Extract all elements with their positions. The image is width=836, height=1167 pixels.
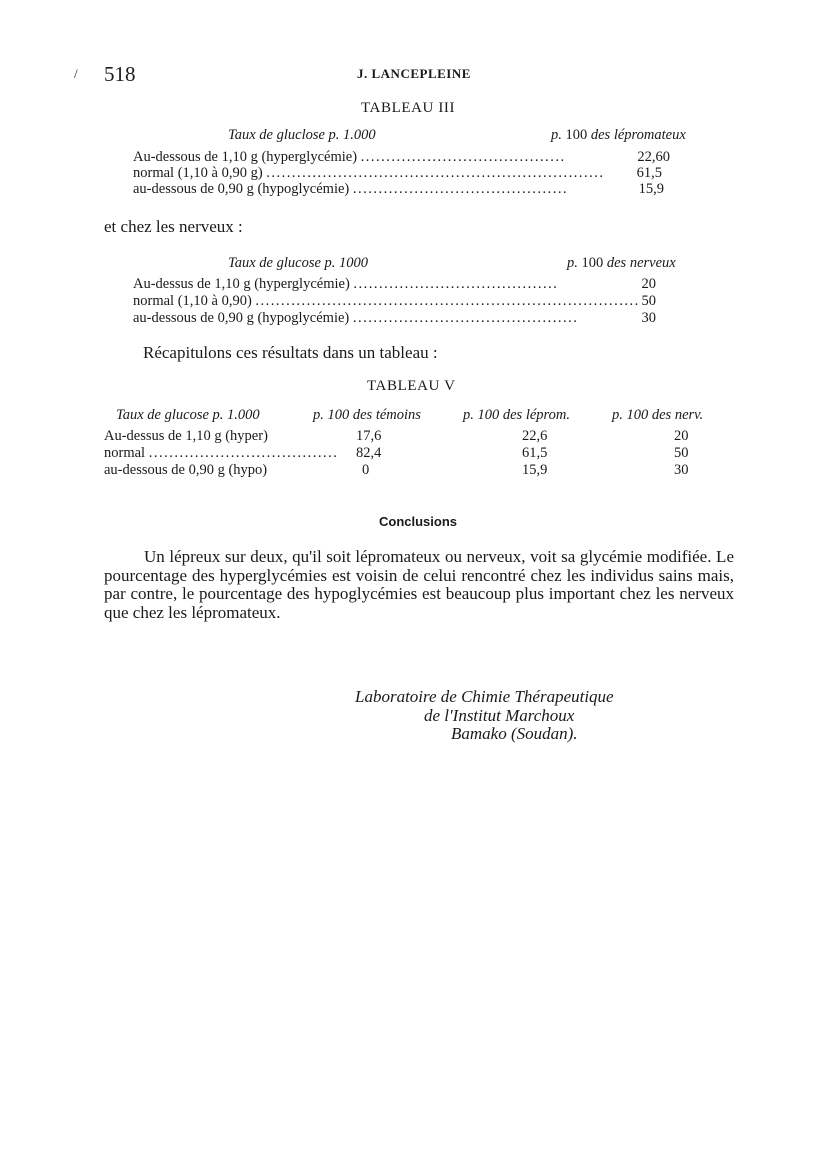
table-cell: 61,5 bbox=[636, 165, 662, 181]
table-cell: 50 bbox=[641, 293, 656, 309]
section-title: Conclusions bbox=[378, 514, 457, 529]
table-title: TABLEAU V bbox=[367, 378, 456, 394]
body-line: et chez les nerveux : bbox=[104, 217, 243, 236]
running-head: J. LANCEPLEINE bbox=[357, 66, 471, 81]
column-header: p. 100 des léprom. bbox=[463, 407, 570, 423]
table-cell: Au-dessus de 1,10 g (hyper) bbox=[104, 428, 268, 444]
table-cell: 20 bbox=[641, 276, 656, 292]
table-cell: 22,6 bbox=[522, 428, 548, 444]
table-cell: 15,9 bbox=[638, 181, 664, 197]
table-row: Au-dessus de 1,10 g (hyperglycémie) ........................................ bbox=[133, 276, 559, 292]
page-number: 518 bbox=[104, 62, 136, 86]
column-header: p. 100 des nerveux bbox=[567, 255, 676, 271]
table-cell: 50 bbox=[674, 445, 689, 461]
table-cell: au-dessous de 0,90 g (hypo) bbox=[104, 462, 268, 478]
body-line: Récapitulons ces résultats dans un tableau : bbox=[143, 343, 438, 362]
table-row: Au-dessous de 1,10 g (hyperglycémie) ........................................ bbox=[133, 149, 566, 165]
column-header: p. 100 des témoins bbox=[313, 407, 421, 423]
table-row: normal ..................................... bbox=[104, 445, 339, 461]
signature-line: Laboratoire de Chimie Thérapeutique bbox=[355, 687, 614, 706]
margin-mark: / bbox=[74, 66, 78, 81]
table-cell: 15,9 bbox=[522, 462, 548, 478]
table-row: au-dessous de 0,90 g (hypoglycémie) ............................................ bbox=[133, 310, 579, 326]
table-cell: 22,60 bbox=[637, 149, 670, 165]
table-cell: 82,4 bbox=[356, 445, 382, 461]
table-row: normal (1,10 à 0,90 g) .................................................................. bbox=[133, 165, 605, 181]
column-header: Taux de glucose p. 1.000 bbox=[116, 407, 260, 423]
table-cell: 20 bbox=[674, 428, 689, 444]
table-cell: 61,5 bbox=[522, 445, 548, 461]
table-row: au-dessous de 0,90 g (hypoglycémie) .......................................... bbox=[133, 181, 569, 197]
table-cell: 30 bbox=[641, 310, 656, 326]
table-cell: 17,6 bbox=[356, 428, 382, 444]
column-header: p. 100 des lépromateux bbox=[551, 127, 686, 143]
column-header: Taux de glucose p. 1000 bbox=[228, 255, 369, 271]
signature-line: de l'Institut Marchoux bbox=[424, 706, 575, 725]
table-row: normal (1,10 à 0,90) ........................................................................... bbox=[133, 293, 640, 309]
conclusion-paragraph: Un lépreux sur deux, qu'il soit lépromateux ou nerveux, voit sa glycémie modifiée. Le pourcentage des hyperglycémies est voisin de celui rencontré chez les individus sains mais, par contre, le pourcentage des hypoglycémies est beaucoup plus important chez les nerveux que chez les lépromateux. bbox=[104, 547, 734, 622]
table-title: TABLEAU III bbox=[361, 100, 456, 116]
column-header: p. 100 des nerv. bbox=[612, 407, 704, 423]
signature-line: Bamako (Soudan). bbox=[451, 724, 578, 743]
table-cell: 30 bbox=[674, 462, 689, 478]
table-cell: 0 bbox=[362, 462, 370, 478]
column-header: Taux de gluclose p. 1.000 bbox=[228, 127, 376, 143]
